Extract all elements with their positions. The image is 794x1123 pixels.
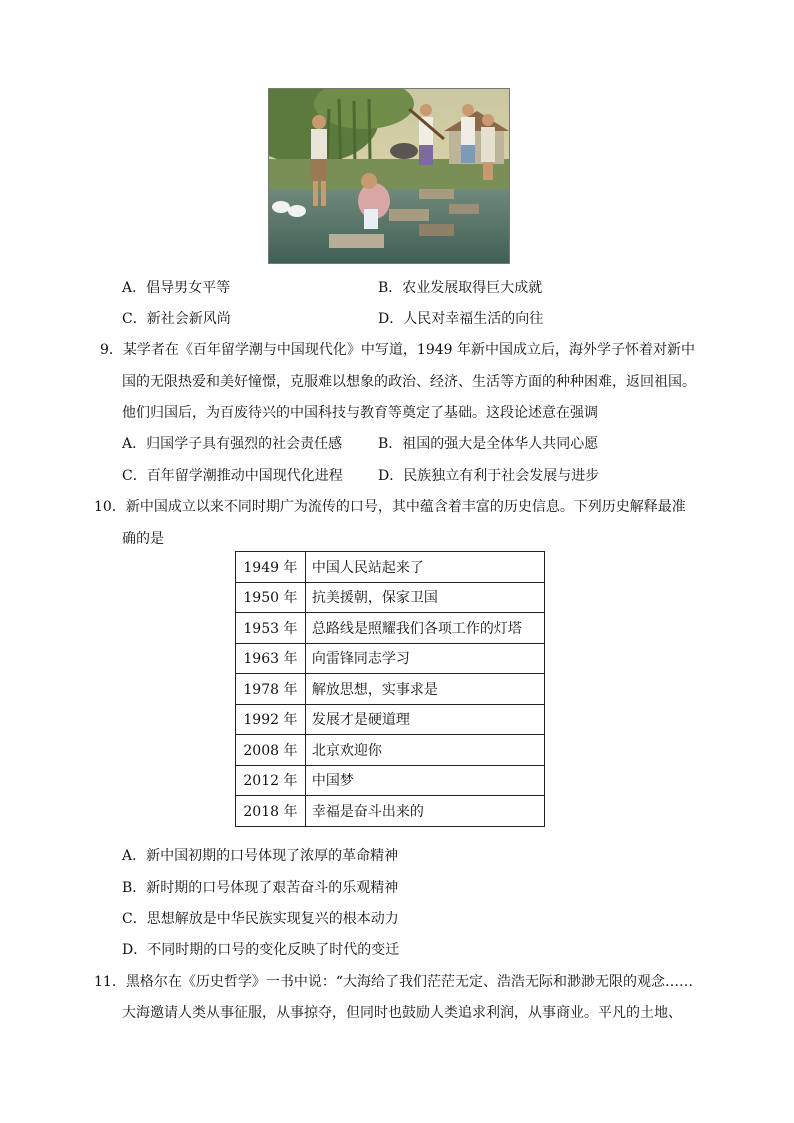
table-row [236,735,545,766]
q9-option-c: C．百年留学潮推动中国现代化进程 [122,468,343,484]
year-cell: 2008 年 [236,735,306,766]
q9-stem-line-3: 他们归国后，为百废待兴的中国科技与教育等奠定了基础。这段论述意在强调 [122,405,598,421]
table-row [236,643,545,674]
q9-option-a: A．归国学子具有强烈的社会责任感 [122,436,343,452]
q10-stem-line-2: 确的是 [122,531,164,547]
table-row [236,582,545,613]
q9-stem-line-1: 9．某学者在《百年留学潮与中国现代化》中写道，1949 年新中国成立后，海外学子怀着对新中 [100,342,695,358]
slogan-cell: 北京欢迎你 [305,735,544,766]
slogan-cell: 发展才是硬道理 [305,704,544,735]
year-cell: 1963 年 [236,643,306,674]
table-row [236,796,545,827]
q9-stem-line-2: 国的无限热爱和美好憧憬，克服难以想象的政治、经济、生活等方面的种种困难，返回祖国。 [122,374,696,390]
year-cell: 2018 年 [236,796,306,827]
slogan-cell: 中国梦 [305,765,544,796]
table-row [236,674,545,705]
year-cell: 1978 年 [236,674,306,705]
table-row [236,704,545,735]
q8-option-b: B．农业发展取得巨大成就 [378,280,543,296]
q10-option-b: B．新时期的口号体现了艰苦奋斗的乐观精神 [122,880,399,896]
year-cell: 1949 年 [236,552,306,583]
q10-option-a: A．新中国初期的口号体现了浓厚的革命精神 [122,848,399,864]
q11-stem-line-1: 11．黑格尔在《历史哲学》一书中说：“大海给了我们茫茫无定、浩浩无际和渺渺无限的观念…… [94,974,693,990]
slogan-cell: 幸福是奋斗出来的 [305,796,544,827]
q10-option-d: D．不同时期的口号的变化反映了时代的变迁 [122,942,400,958]
q9-option-d: D．民族独立有利于社会发展与进步 [378,468,600,484]
q8-option-a: A．倡导男女平等 [122,280,231,296]
year-cell: 1992 年 [236,704,306,735]
q10-stem-line-1: 10．新中国成立以来不同时期广为流传的口号，其中蕴含着丰富的历史信息。下列历史解释最准 [94,499,686,515]
q8-option-c: C．新社会新风尚 [122,311,231,327]
slogan-cell: 总路线是照耀我们各项工作的灯塔 [305,613,544,644]
table-row [236,765,545,796]
q8-option-d: D．人民对幸福生活的向往 [378,311,544,327]
table-row [236,613,545,644]
slogan-cell: 解放思想，实事求是 [305,674,544,705]
slogan-table [235,551,545,827]
question-8-painting [268,88,510,264]
table-row [236,552,545,583]
q9-option-b: B．祖国的强大是全体华人共同心愿 [378,436,599,452]
slogan-cell: 中国人民站起来了 [305,552,544,583]
year-cell: 1950 年 [236,582,306,613]
year-cell: 1953 年 [236,613,306,644]
slogan-cell: 向雷锋同志学习 [305,643,544,674]
q11-stem-line-2: 大海邀请人类从事征服，从事掠夺，但同时也鼓励人类追求利润，从事商业。平凡的土地、 [122,1005,682,1021]
slogan-cell: 抗美援朝，保家卫国 [305,582,544,613]
q10-option-c: C．思想解放是中华民族实现复兴的根本动力 [122,911,399,927]
year-cell: 2012 年 [236,765,306,796]
